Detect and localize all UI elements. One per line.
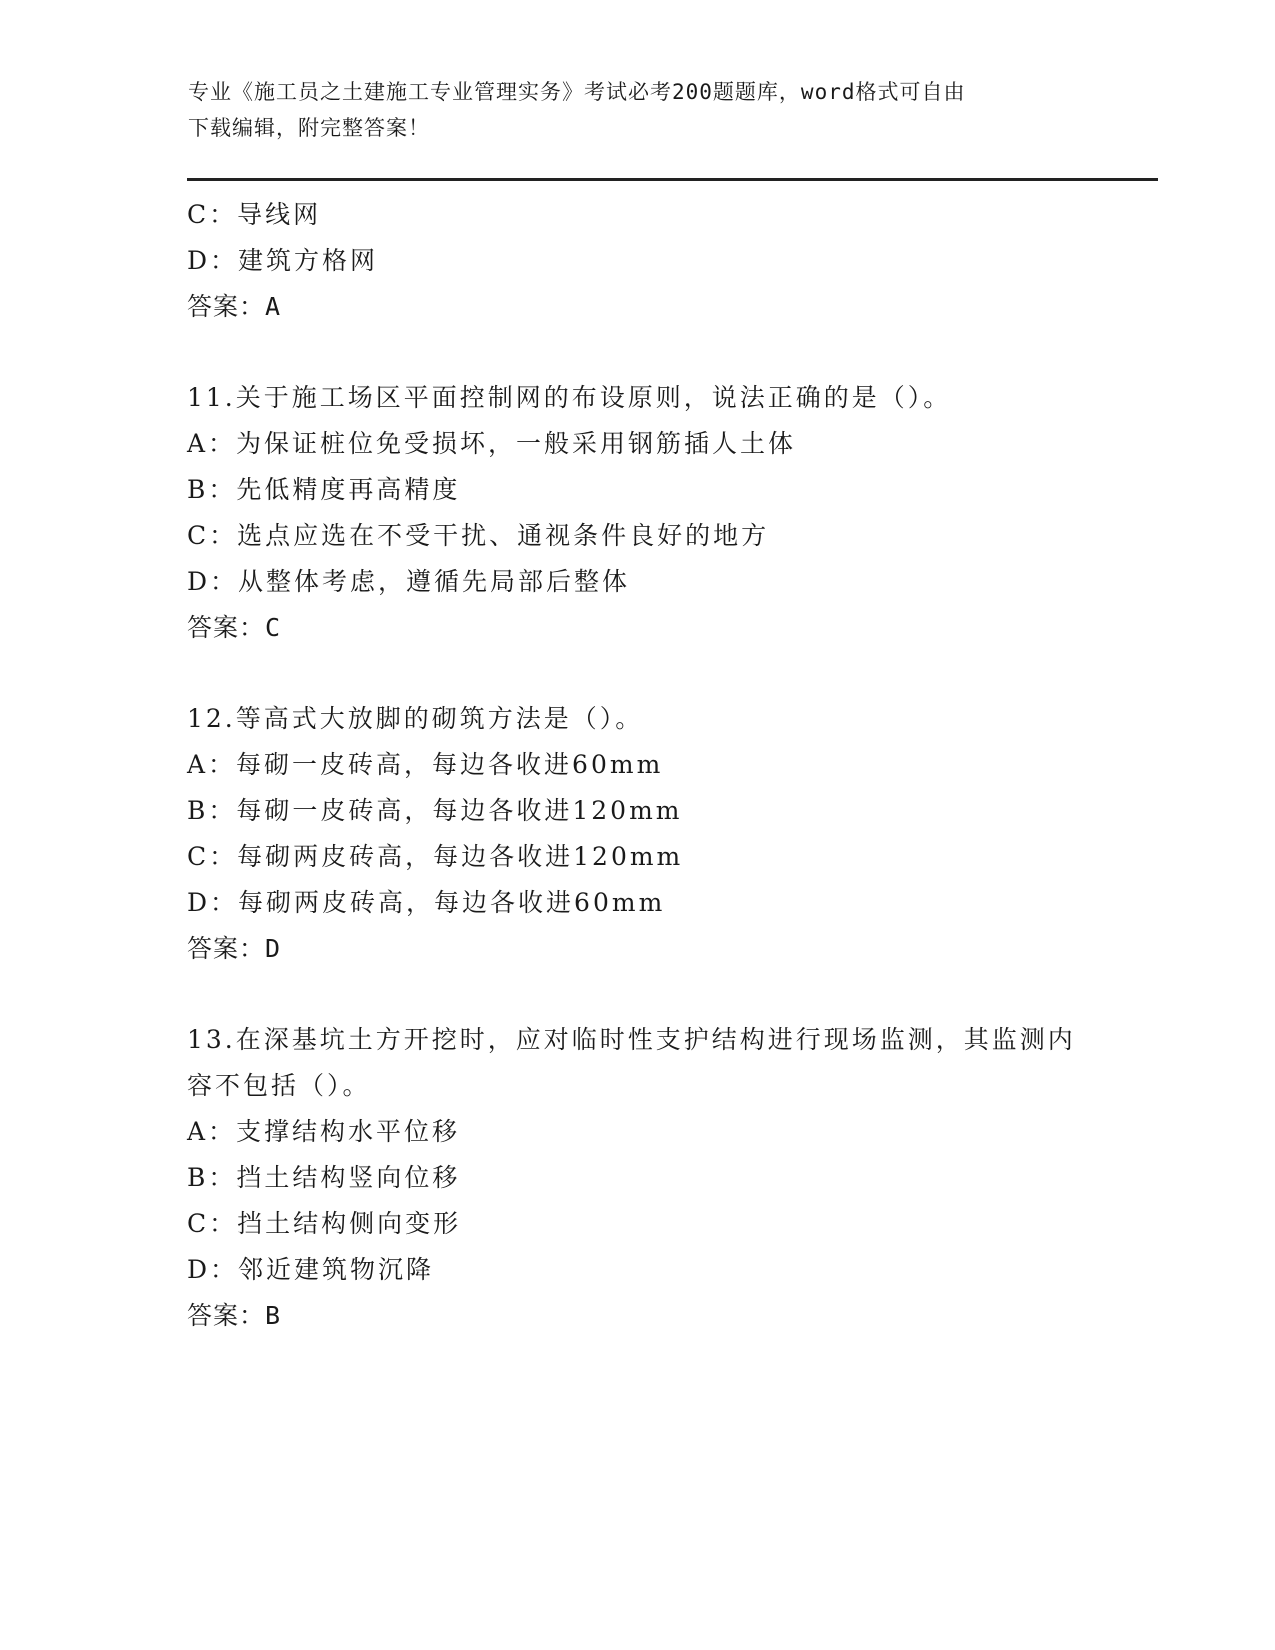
spacer (187, 651, 1147, 696)
option-c: C：导线网 (187, 200, 322, 229)
question-block-prev (187, 192, 1147, 330)
option-b: B：挡土结构竖向位移 (187, 1163, 461, 1192)
document-header (188, 74, 1088, 146)
spacer (187, 972, 1147, 1017)
option-b: B：先低精度再高精度 (187, 475, 461, 504)
option-c: C：挡土结构侧向变形 (187, 1209, 462, 1238)
question-block-13 (187, 1017, 1147, 1339)
answer-line: 答案：B (187, 1301, 282, 1330)
question-text: 12.等高式大放脚的砌筑方法是（）。 (187, 704, 644, 733)
question-text: 11.关于施工场区平面控制网的布设原则，说法正确的是（）。 (187, 383, 952, 412)
option-d: D：建筑方格网 (187, 246, 379, 275)
option-d: D：每砌两皮砖高，每边各收进60mm (187, 888, 666, 917)
answer-line: 答案：A (187, 292, 282, 321)
question-block-11 (187, 375, 1147, 651)
option-c: C：选点应选在不受干扰、通视条件良好的地方 (187, 521, 770, 550)
header-line-2: 下载编辑，附完整答案！ (188, 116, 430, 140)
option-c: C：每砌两皮砖高，每边各收进120mm (187, 842, 684, 871)
question-list (187, 192, 1147, 1339)
spacer (187, 330, 1147, 375)
option-a: A：支撑结构水平位移 (187, 1117, 461, 1146)
option-a: A：为保证桩位免受损坏，一般采用钢筋插人土体 (187, 429, 797, 458)
answer-line: 答案：D (187, 934, 282, 963)
header-line-1: 专业《施工员之土建施工专业管理实务》考试必考200题题库，word格式可自由 (188, 80, 966, 104)
question-block-12 (187, 696, 1147, 972)
option-d: D：邻近建筑物沉降 (187, 1255, 435, 1284)
option-a: A：每砌一皮砖高，每边各收进60mm (187, 750, 664, 779)
option-d: D：从整体考虑，遵循先局部后整体 (187, 567, 631, 596)
answer-line: 答案：C (187, 613, 282, 642)
question-text: 13.在深基坑土方开挖时，应对临时性支护结构进行现场监测，其监测内容不包括（）。 (187, 1025, 1076, 1100)
option-b: B：每砌一皮砖高，每边各收进120mm (187, 796, 683, 825)
header-divider (187, 178, 1158, 181)
